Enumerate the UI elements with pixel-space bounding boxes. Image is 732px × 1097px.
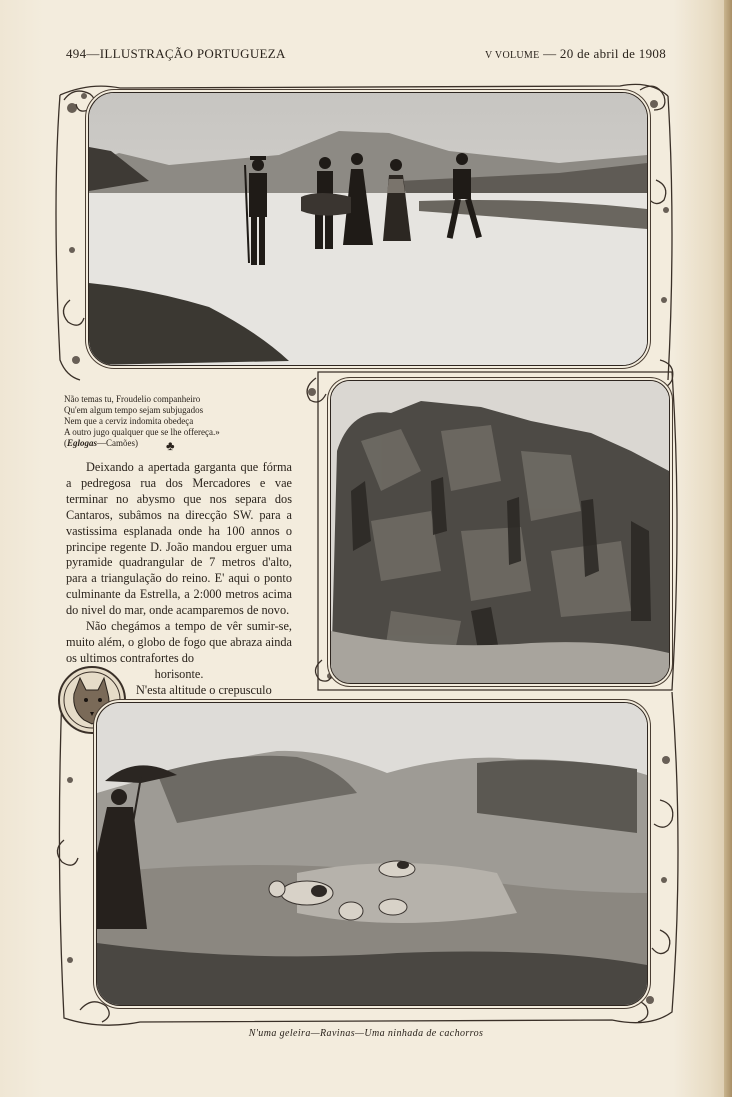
citation-author: —Camões): [97, 438, 139, 448]
snowfield-group-photo: [88, 92, 648, 366]
poem-quotation: [64, 394, 314, 449]
issue-date: — 20 de abril de 1908: [543, 46, 666, 61]
poem-line-1: Não temas tu, Froudelio companheiro: [64, 394, 201, 404]
rock-ravine-photo: [330, 380, 670, 684]
poem-line-2: Qu'em algum tempo sejam subjugados: [64, 405, 204, 415]
poem-line-4: A outro jugo qualquer que se lhe offereça.»: [64, 427, 220, 437]
citation-work: Eglogas: [67, 438, 98, 448]
publication-title: —ILLUSTRAÇÃO PORTUGUEZA: [86, 46, 286, 61]
paragraph-3: N'esta altitude o crepusculo: [136, 682, 272, 697]
club-ornament-icon: ♣: [166, 438, 175, 453]
citation-open: (: [64, 438, 67, 448]
paragraph-2-end: horisonte.: [154, 666, 204, 681]
poem-citation: [64, 438, 314, 449]
page-number: 494: [66, 46, 87, 61]
article-body: [66, 460, 292, 699]
poem-line-3: Nem que a cerviz indomita obedeça: [64, 416, 194, 426]
paragraph-2: Não chegámos a tempo de vêr sumir-se, muito além, o globo de fogo que abraza ainda os ultimos contrafortes do: [66, 619, 292, 665]
puppies-on-slope-photo: [96, 702, 648, 1006]
paragraph-1: Deixando a apertada garganta que fórma a pedregosa rua dos Mercadores e vae terminar no abysmo que nos separa dos Cantaros, subâmos na direcção SW. para a vastissima esplanada onde ha 100 annos o principe regente D. João mandou erguer uma pyramide quadrangular de 7 metros d'alto, para a triangulação do reino. E' aqui o ponto culminante da Estrella, a 2:000 metros acima do nivel do mar, onde acamparemos de novo.: [66, 460, 292, 618]
photo-caption: N'uma geleira—Ravinas—Uma ninhada de cachorros: [248, 1028, 484, 1039]
volume-label: V VOLUME: [484, 50, 540, 61]
